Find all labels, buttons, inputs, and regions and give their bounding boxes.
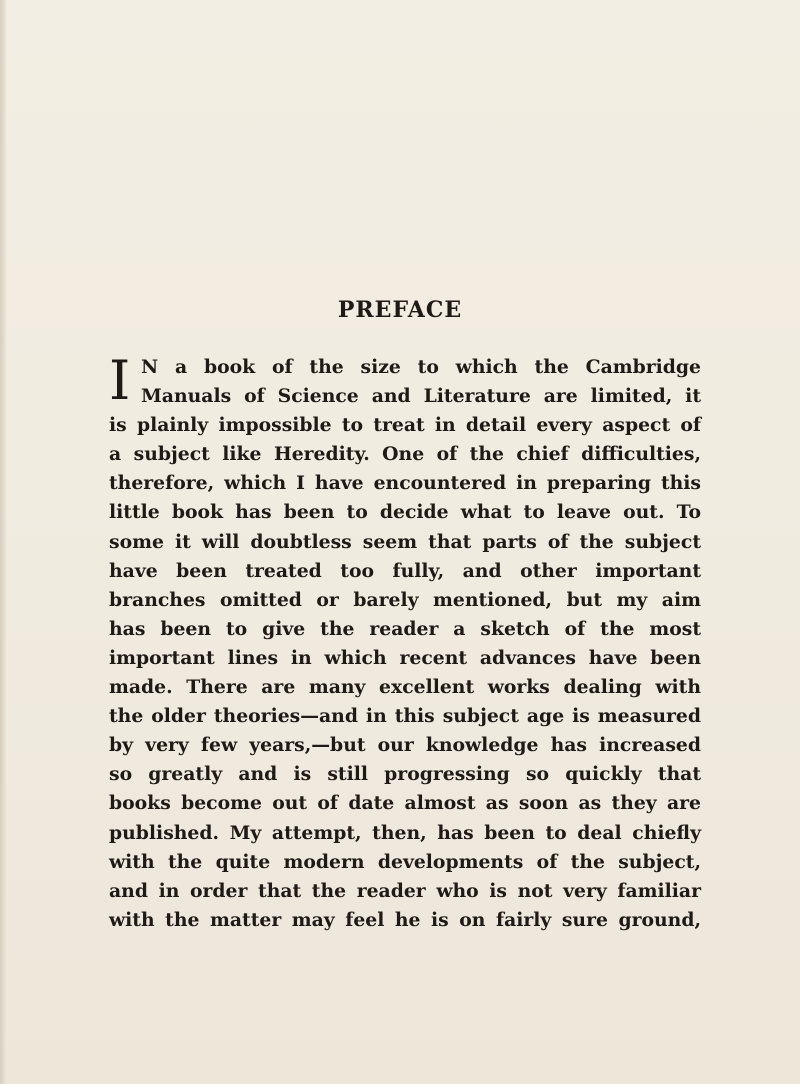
- text-line: published. My attempt, then, has been to deal chiefly: [109, 821, 701, 844]
- text-line: made. There are many excellent works dealing with: [109, 676, 701, 699]
- text-line: important lines in which recent advances have been: [109, 646, 701, 669]
- text-line: with the quite modern developments of the subject,: [109, 850, 701, 873]
- text-line: a subject like Heredity. One of the chief difficulties,: [109, 443, 701, 466]
- text-line: Manuals of Science and Literature are limited, it: [141, 385, 701, 408]
- text-line: little book has been to decide what to leave out. To: [109, 501, 701, 524]
- text-line: N a book of the size to which the Cambridge: [141, 356, 701, 378]
- text-line: has been to give the reader a sketch of the most: [109, 617, 701, 640]
- page-title: PREFACE: [337, 297, 463, 323]
- text-line: have been treated too fully, and other important: [109, 559, 701, 582]
- text-line: therefore, which I have encountered in preparing this: [109, 472, 701, 495]
- text-line: branches omitted or barely mentioned, but my aim: [109, 588, 701, 611]
- text-line: is plainly impossible to treat in detail every aspect of: [109, 414, 701, 437]
- text-line: and in order that the reader who is not very familiar: [109, 879, 701, 902]
- text-line: so greatly and is still progressing so quickly that: [109, 763, 701, 786]
- text-line: the older theories—and in this subject age is measured: [109, 705, 701, 728]
- page-binding-edge: [0, 0, 6, 1084]
- text-line: some it will doubtless seem that parts of the subject: [109, 530, 701, 553]
- text-line: books become out of date almost as soon as they are: [109, 792, 701, 815]
- drop-cap: I: [109, 349, 131, 412]
- text-line: by very few years,—but our knowledge has increased: [109, 734, 701, 757]
- preface-paragraph: [109, 349, 701, 935]
- text-line: with the matter may feel he is on fairly sure ground,: [109, 908, 701, 931]
